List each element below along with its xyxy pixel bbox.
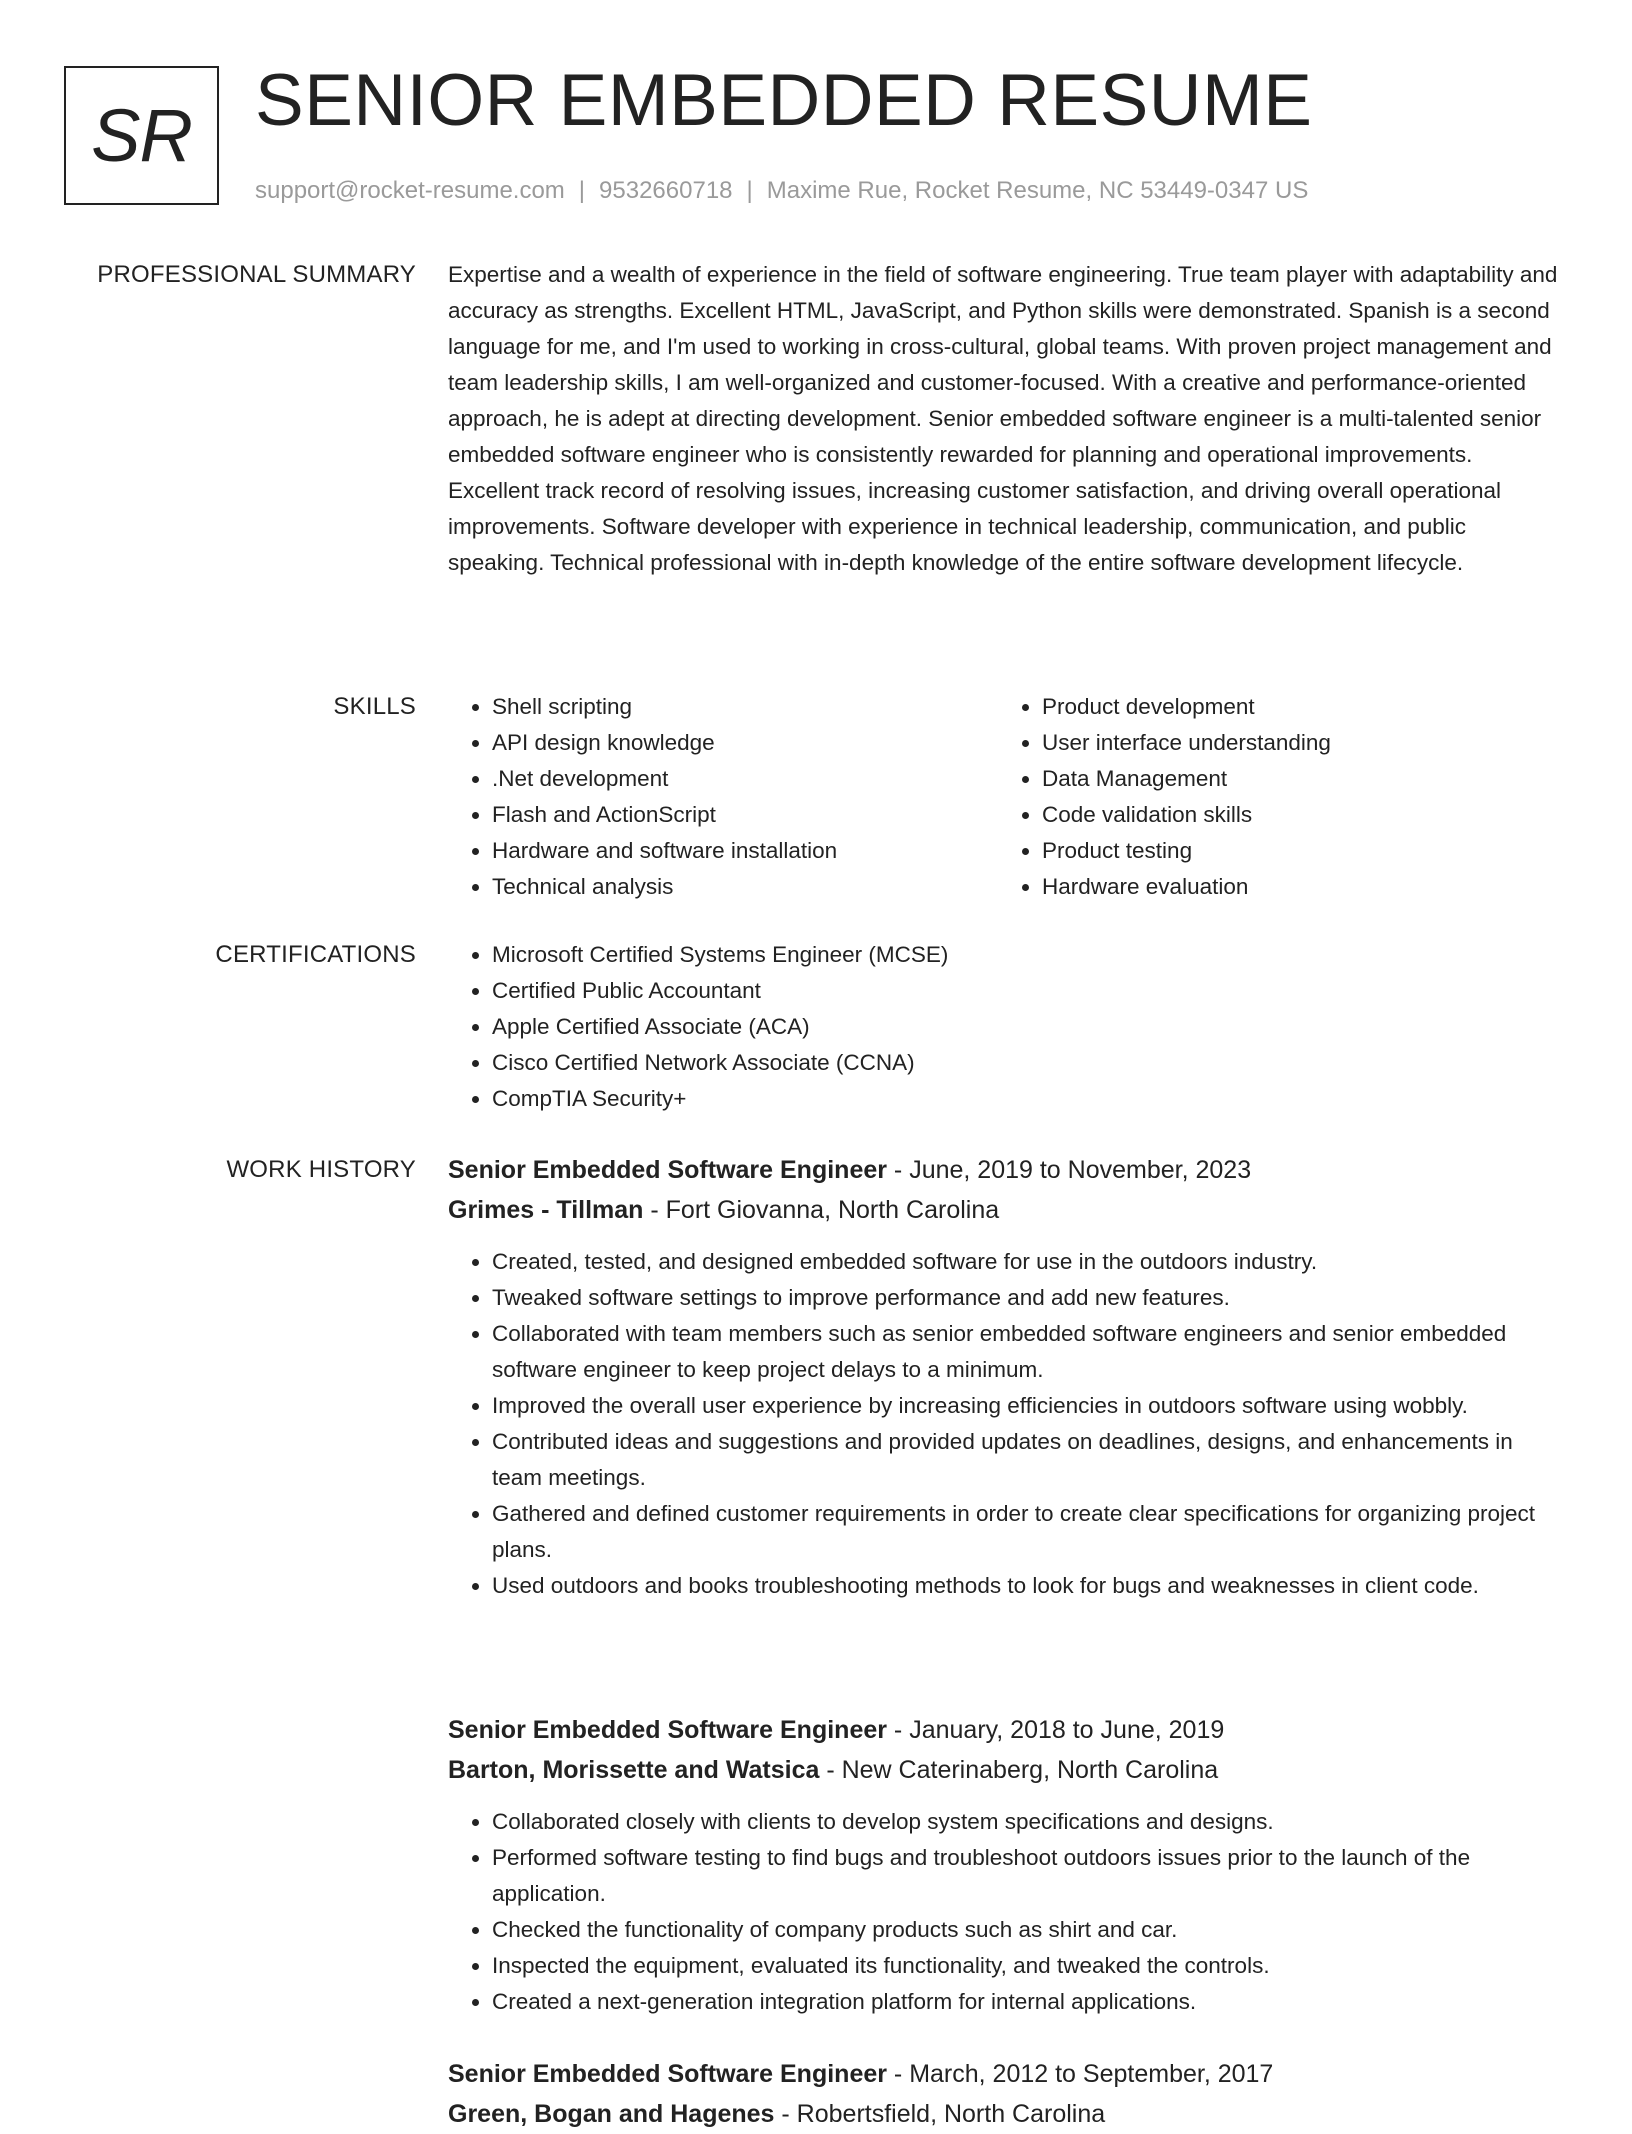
skills-body: [448, 689, 1560, 905]
certification-item: • CompTIA Security+: [492, 1081, 1560, 1117]
summary-body: [448, 257, 1560, 581]
phone-text: 9532660718: [599, 177, 733, 204]
section-title-work-history: WORK HISTORY: [226, 1156, 416, 1183]
job-dates: - June, 2019 to November, 2023: [886, 1156, 1252, 1184]
skill-item: • Shell scripting: [492, 689, 998, 725]
skill-item: • Data Management: [1042, 761, 1548, 797]
job-entry: [448, 1710, 1560, 2020]
certification-item: • Certified Public Accountant: [492, 973, 1560, 1009]
job-bullet: • Performed software testing to find bugs and troubleshoot outdoors issues prior to the launch of the application.: [492, 1840, 1560, 1912]
job-location: - New Caterinaberg, North Carolina: [819, 1756, 1219, 1784]
separator: |: [578, 177, 586, 204]
skill-item: • Product testing: [1042, 833, 1548, 869]
job-bullet: • Checked the functionality of company products such as shirt and car.: [492, 1912, 1560, 1948]
job-bullet: • Inspected the equipment, evaluated its functionality, and tweaked the controls.: [492, 1948, 1560, 1984]
job-bullet: • Collaborated closely with clients to develop system specifications and designs.: [492, 1804, 1560, 1840]
certifications-body: [448, 937, 1560, 1117]
skill-item: • Product development: [1042, 689, 1548, 725]
certification-item: • Apple Certified Associate (ACA): [492, 1009, 1560, 1045]
skill-item: • .Net development: [492, 761, 998, 797]
section-title-skills: SKILLS: [333, 693, 416, 720]
job-bullet: • Collaborated with team members such as senior embedded software engineers and senior embedded software engineer to keep project delays to a minimum.: [492, 1316, 1560, 1388]
skills-column-right: [998, 689, 1548, 905]
job-role-line: [448, 1710, 1560, 1750]
job-company-line: [448, 1750, 1560, 1790]
skill-item: • Hardware evaluation: [1042, 869, 1548, 905]
skill-item: • API design knowledge: [492, 725, 998, 761]
job-bullet: • Gathered and defined customer requirements in order to create clear specifications for organizing project plans.: [492, 1496, 1560, 1568]
job-company: Green, Bogan and Hagenes: [448, 2100, 775, 2128]
section-title-certifications: CERTIFICATIONS: [215, 941, 416, 968]
job-location: - Robertsfield, North Carolina: [774, 2100, 1106, 2128]
job-company: Barton, Morissette and Watsica: [448, 1756, 820, 1784]
job-role-line: [448, 2054, 1560, 2094]
job-company-line: [448, 2094, 1560, 2134]
job-entry: [448, 2054, 1560, 2134]
section-title-summary: PROFESSIONAL SUMMARY: [97, 261, 416, 288]
contact-line: [255, 174, 1308, 208]
job-role: Senior Embedded Software Engineer: [448, 2060, 887, 2088]
skill-item: • User interface understanding: [1042, 725, 1548, 761]
address-text: Maxime Rue, Rocket Resume, NC 53449-0347 US: [766, 177, 1309, 204]
job-bullet: • Used outdoors and books troubleshooting methods to look for bugs and weaknesses in client code.: [492, 1568, 1560, 1604]
email-text: support@rocket-resume.com: [255, 177, 565, 204]
job-dates: - January, 2018 to June, 2019: [886, 1716, 1225, 1744]
skills-column-left: [448, 689, 998, 905]
job-bullet: • Created, tested, and designed embedded software for use in the outdoors industry.: [492, 1244, 1560, 1280]
job-location: - Fort Giovanna, North Carolina: [643, 1196, 1000, 1224]
job-role: Senior Embedded Software Engineer: [448, 1156, 887, 1184]
job-bullet: • Contributed ideas and suggestions and provided updates on deadlines, designs, and enhancements in team meetings.: [492, 1424, 1560, 1496]
job-bullet: • Created a next-generation integration platform for internal applications.: [492, 1984, 1560, 2020]
job-role-line: [448, 1150, 1560, 1190]
job-bullet: • Tweaked software settings to improve performance and add new features.: [492, 1280, 1560, 1316]
summary-text: Expertise and a wealth of experience in the field of software engineering. True team player with adaptability and accuracy as strengths. Excellent HTML, JavaScript, and Python skills were demonstrated. Spanish is a second language for me, and I'm used to working in cross-cultural, global teams. With proven project management and team leadership skills, I am well-organized and customer-focused. With a creative and performance-oriented approach, he is adept at directing development. Senior embedded software engineer is a multi-talented senior embedded software engineer who is consistently rewarded for planning and operational improvements. Excellent track record of resolving issues, increasing customer satisfaction, and driving overall operational improvements. Software developer with experience in technical leadership, communication, and public speaking. Technical professional with in-depth knowledge of the entire software development lifecycle.: [448, 262, 1558, 575]
separator: |: [746, 177, 753, 204]
skill-item: • Hardware and software installation: [492, 833, 998, 869]
resume-title: SENIOR EMBEDDED RESUME: [255, 60, 1313, 141]
skill-item: • Flash and ActionScript: [492, 797, 998, 833]
job-role: Senior Embedded Software Engineer: [448, 1716, 887, 1744]
skill-item: • Technical analysis: [492, 869, 998, 905]
monogram-logo: SR: [64, 66, 219, 205]
certification-item: • Cisco Certified Network Associate (CCNA): [492, 1045, 1560, 1081]
skill-item: • Code validation skills: [1042, 797, 1548, 833]
job-dates: - March, 2012 to September, 2017: [886, 2060, 1274, 2088]
certification-item: • Microsoft Certified Systems Engineer (MCSE): [492, 937, 1560, 973]
job-company-line: [448, 1190, 1560, 1230]
job-entry: [448, 1150, 1560, 1604]
job-bullet: • Improved the overall user experience by increasing efficiencies in outdoors software using wobbly.: [492, 1388, 1560, 1424]
job-company: Grimes - Tillman: [448, 1196, 644, 1224]
